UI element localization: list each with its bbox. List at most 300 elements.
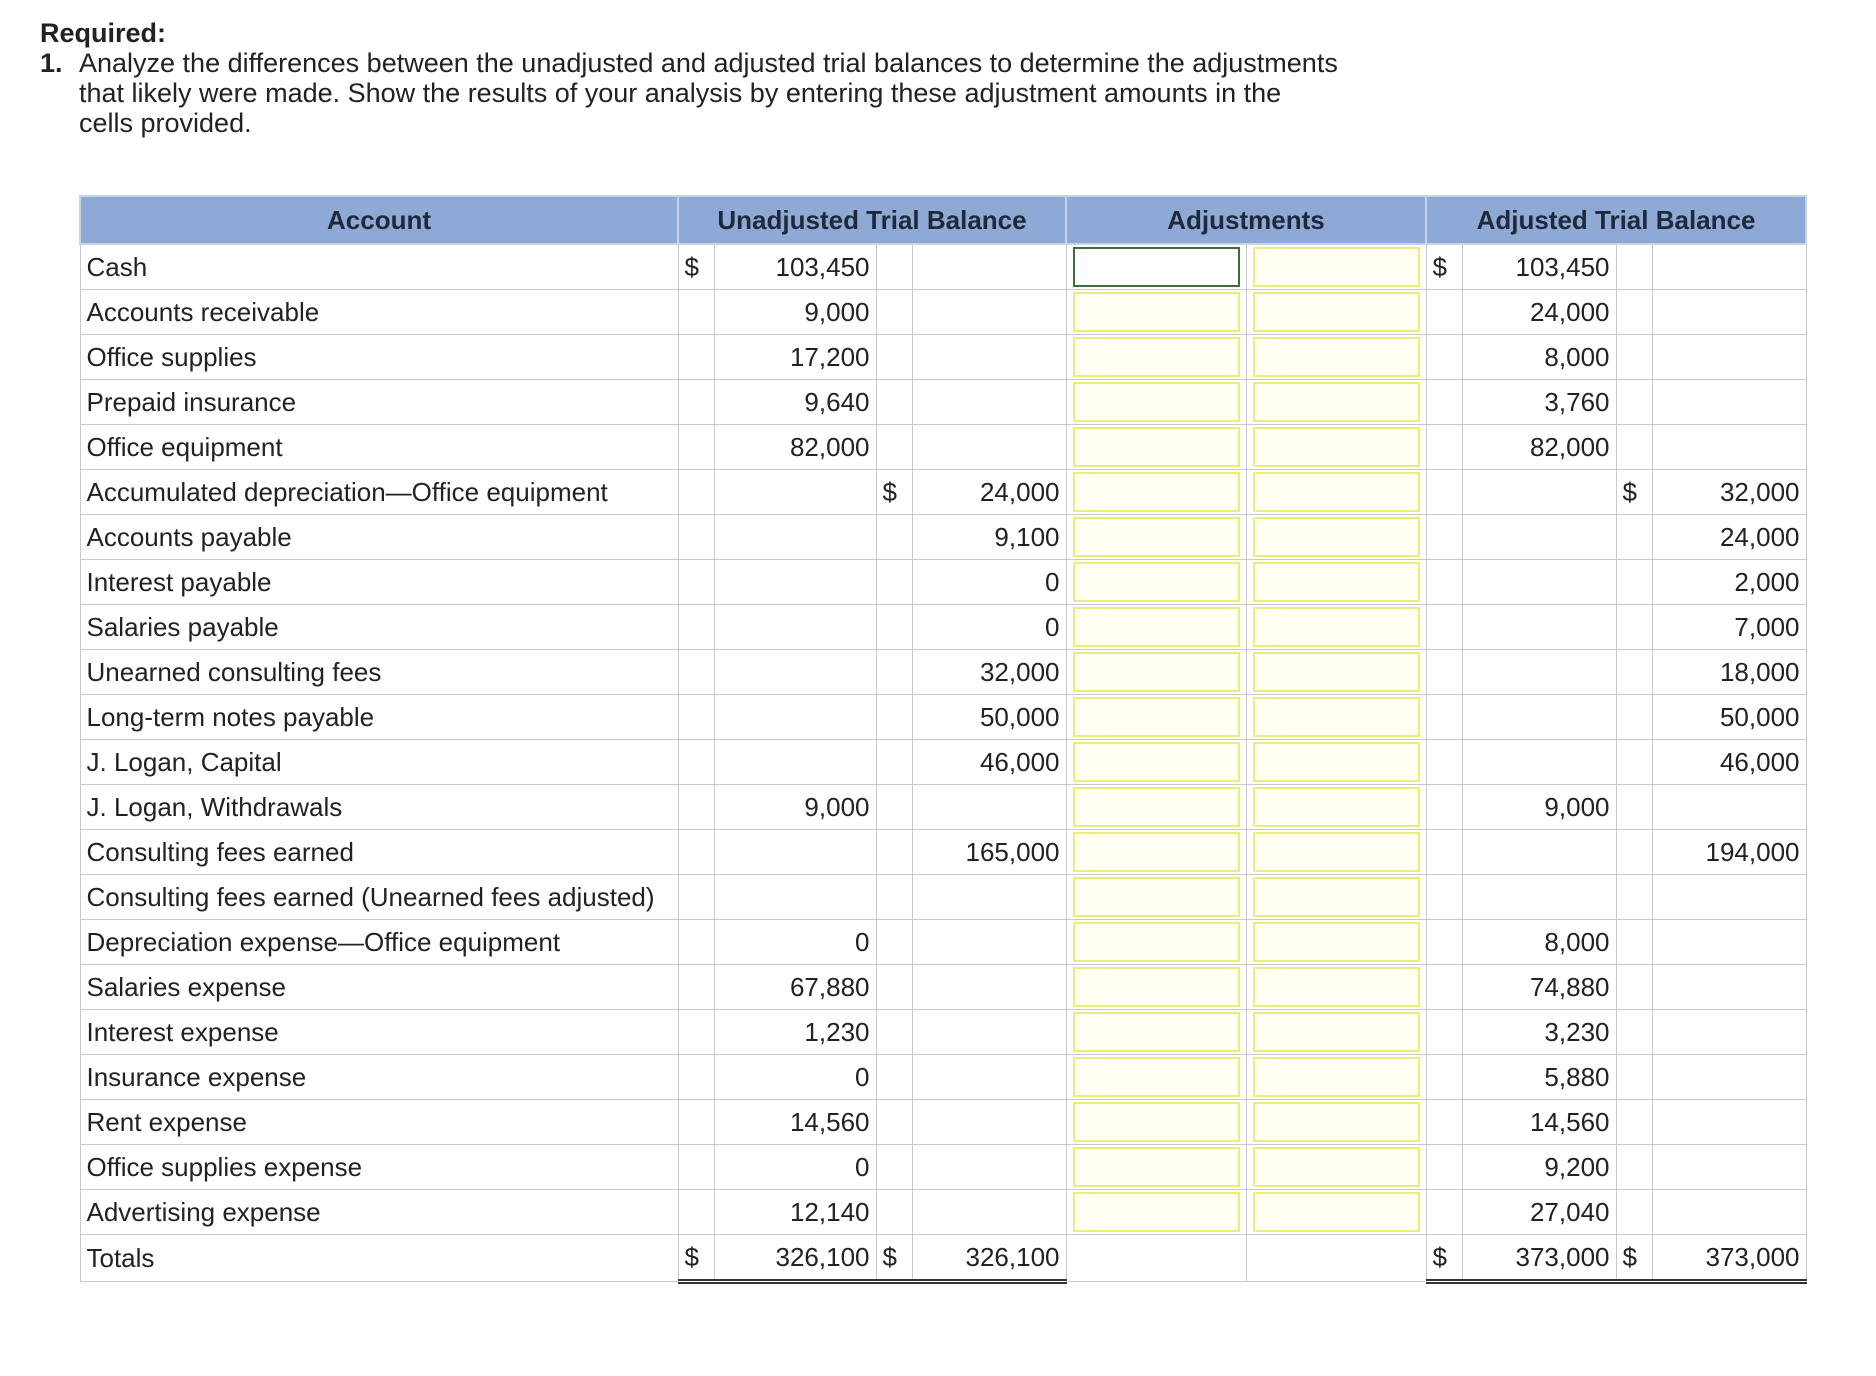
instruction-text: Analyze the differences between the unadjusted and adjusted trial balances to determine the adjustments that likely were made. Show the results of your analysis by entering these adjustment amounts in the cells provided. [79, 48, 1338, 138]
unadjusted-debit [714, 875, 876, 920]
adjusted-debit [1462, 830, 1616, 875]
unadjusted-credit [912, 1010, 1066, 1055]
adjustment-debit-input[interactable] [1073, 1012, 1240, 1052]
account-name: Unearned consulting fees [80, 650, 678, 695]
adjusted-credit [1652, 1145, 1806, 1190]
table-row [80, 875, 1806, 920]
adjustment-credit-input[interactable] [1253, 1192, 1420, 1232]
unadjusted-credit [912, 425, 1066, 470]
adjusted-credit-sign [1616, 515, 1652, 560]
unadjusted-credit [912, 1100, 1066, 1145]
unadjusted-credit-sign [876, 335, 912, 380]
account-name: Accounts receivable [80, 290, 678, 335]
totals-row [80, 1235, 1806, 1282]
table-row [80, 1190, 1806, 1235]
adjustment-debit-cell [1066, 965, 1246, 1010]
adjustment-debit-cell [1066, 244, 1246, 290]
adjusted-debit-sign [1426, 1010, 1462, 1055]
unadjusted-debit-sign [678, 515, 714, 560]
header-account: Account [80, 196, 678, 244]
unadjusted-credit [912, 875, 1066, 920]
adjusted-credit: 7,000 [1652, 605, 1806, 650]
adjusted-debit [1462, 560, 1616, 605]
unadjusted-credit-sign [876, 425, 912, 470]
adjustment-credit-input[interactable] [1253, 427, 1420, 467]
unadjusted-credit: 50,000 [912, 695, 1066, 740]
unadjusted-debit: 0 [714, 1145, 876, 1190]
adjustment-credit-cell [1246, 380, 1426, 425]
unadjusted-credit: 46,000 [912, 740, 1066, 785]
adjustment-credit-input[interactable] [1253, 607, 1420, 647]
table-row [80, 515, 1806, 560]
adjustment-debit-cell [1066, 1100, 1246, 1145]
adjustment-debit-input[interactable] [1073, 562, 1240, 602]
adjusted-credit [1652, 920, 1806, 965]
adjustment-credit-input[interactable] [1253, 517, 1420, 557]
adjusted-debit-sign [1426, 605, 1462, 650]
adjustment-credit-input[interactable] [1253, 562, 1420, 602]
adjusted-debit: 27,040 [1462, 1190, 1616, 1235]
unadjusted-credit-sign [876, 1145, 912, 1190]
unadjusted-debit [714, 650, 876, 695]
adjustment-debit-cell [1066, 515, 1246, 560]
unadjusted-debit [714, 605, 876, 650]
adjusted-debit-sign: $ [1426, 244, 1462, 290]
table-row [80, 244, 1806, 290]
unadjusted-debit: 14,560 [714, 1100, 876, 1145]
table-row [80, 425, 1806, 470]
unadjusted-debit-sign [678, 965, 714, 1010]
adjusted-debit-sign [1426, 740, 1462, 785]
adjusted-credit-sign [1616, 740, 1652, 785]
table-row [80, 920, 1806, 965]
adjustment-credit-cell [1246, 560, 1426, 605]
table-row [80, 1100, 1806, 1145]
unadjusted-credit [912, 785, 1066, 830]
adjustment-credit-input[interactable] [1253, 697, 1420, 737]
unadjusted-debit [714, 830, 876, 875]
unadjusted-debit [714, 695, 876, 740]
adjusted-credit [1652, 785, 1806, 830]
adjustment-credit-input[interactable] [1253, 877, 1420, 917]
unadjusted-debit: 67,880 [714, 965, 876, 1010]
adjustment-debit-input[interactable] [1073, 877, 1240, 917]
unadjusted-credit-sign [876, 560, 912, 605]
unadjusted-debit-sign: $ [678, 1235, 714, 1282]
account-name: Interest expense [80, 1010, 678, 1055]
adjusted-credit: 32,000 [1652, 470, 1806, 515]
table-row [80, 830, 1806, 875]
adjusted-credit-sign [1616, 875, 1652, 920]
adjustment-credit-input[interactable] [1253, 472, 1420, 512]
unadjusted-debit-sign [678, 650, 714, 695]
table-row [80, 785, 1806, 830]
adjusted-debit-sign [1426, 560, 1462, 605]
unadjusted-debit: 0 [714, 920, 876, 965]
adjusted-debit-sign [1426, 1145, 1462, 1190]
account-name: J. Logan, Capital [80, 740, 678, 785]
unadjusted-credit-sign: $ [876, 470, 912, 515]
adjustment-credit-cell [1246, 470, 1426, 515]
table-row [80, 605, 1806, 650]
adjustment-credit-cell [1246, 335, 1426, 380]
unadjusted-debit-sign [678, 875, 714, 920]
unadjusted-debit-sign [678, 1055, 714, 1100]
account-name: Office supplies [80, 335, 678, 380]
adjustment-debit-cell [1066, 605, 1246, 650]
adjusted-debit: 24,000 [1462, 290, 1616, 335]
adjusted-debit: 8,000 [1462, 920, 1616, 965]
adjusted-credit: 24,000 [1652, 515, 1806, 560]
adjustment-debit-cell [1066, 875, 1246, 920]
adjustment-credit-input[interactable] [1253, 1012, 1420, 1052]
table-row [80, 290, 1806, 335]
adjusted-debit [1462, 650, 1616, 695]
unadjusted-debit-sign [678, 1010, 714, 1055]
unadjusted-credit [912, 380, 1066, 425]
adjusted-debit: 5,880 [1462, 1055, 1616, 1100]
adjustment-debit-input[interactable] [1073, 832, 1240, 872]
unadjusted-credit-sign [876, 1055, 912, 1100]
adjustment-debit-cell [1066, 335, 1246, 380]
unadjusted-credit [912, 335, 1066, 380]
account-name: Rent expense [80, 1100, 678, 1145]
adjustment-debit-input[interactable] [1073, 742, 1240, 782]
adjustment-debit-input[interactable] [1073, 337, 1240, 377]
unadjusted-credit-sign [876, 650, 912, 695]
adjusted-credit-sign [1616, 380, 1652, 425]
adjusted-debit [1462, 605, 1616, 650]
unadjusted-credit-sign [876, 1190, 912, 1235]
adjusted-credit-sign [1616, 830, 1652, 875]
adjustment-debit-input[interactable] [1073, 292, 1240, 332]
adjustment-credit-input[interactable] [1253, 1057, 1420, 1097]
adjustment-debit-input[interactable] [1073, 427, 1240, 467]
adjustment-debit-cell [1066, 740, 1246, 785]
table-row [80, 1010, 1806, 1055]
adjusted-debit: 82,000 [1462, 425, 1616, 470]
unadjusted-credit-sign [876, 605, 912, 650]
unadjusted-credit-sign [876, 740, 912, 785]
adjustment-credit-cell [1246, 515, 1426, 560]
account-name: Consulting fees earned [80, 830, 678, 875]
instructions [40, 18, 1340, 138]
unadjusted-debit-sign [678, 605, 714, 650]
adjusted-debit-sign [1426, 875, 1462, 920]
unadjusted-credit-sign [876, 244, 912, 290]
account-name: Depreciation expense—Office equipment [80, 920, 678, 965]
adjustment-debit-input[interactable] [1073, 652, 1240, 692]
adjusted-credit [1652, 1190, 1806, 1235]
header-unadjusted: Unadjusted Trial Balance [678, 196, 1066, 244]
unadjusted-debit: 12,140 [714, 1190, 876, 1235]
unadjusted-debit-sign [678, 380, 714, 425]
adjusted-credit: 46,000 [1652, 740, 1806, 785]
adjusted-credit-sign [1616, 425, 1652, 470]
adjusted-credit: 2,000 [1652, 560, 1806, 605]
adjusted-credit-sign [1616, 244, 1652, 290]
adjustment-debit-input[interactable] [1073, 607, 1240, 647]
unadjusted-credit-sign [876, 290, 912, 335]
adjustment-debit-cell [1066, 380, 1246, 425]
adjusted-credit-sign [1616, 605, 1652, 650]
table-row [80, 335, 1806, 380]
unadjusted-credit: 32,000 [912, 650, 1066, 695]
adjusted-debit-sign [1426, 380, 1462, 425]
adjustment-debit-cell [1066, 290, 1246, 335]
adjustment-debit-cell [1066, 1010, 1246, 1055]
unadjusted-credit-sign [876, 1100, 912, 1145]
adjustment-credit-cell [1246, 920, 1426, 965]
unadjusted-debit-sign [678, 425, 714, 470]
unadjusted-credit: 0 [912, 560, 1066, 605]
unadjusted-credit-sign [876, 1010, 912, 1055]
adjustment-debit-cell [1066, 650, 1246, 695]
adjustment-debit-input[interactable] [1073, 787, 1240, 827]
adjustment-credit-cell [1246, 1010, 1426, 1055]
adjustment-credit-cell [1246, 740, 1426, 785]
unadjusted-credit: 0 [912, 605, 1066, 650]
adjusted-debit: 373,000 [1462, 1235, 1616, 1282]
table-body [80, 244, 1806, 1282]
account-name: Consulting fees earned (Unearned fees adjusted) [80, 875, 678, 920]
adjustment-credit-input[interactable] [1253, 922, 1420, 962]
adjustment-credit-input[interactable] [1253, 832, 1420, 872]
adjusted-debit: 103,450 [1462, 244, 1616, 290]
totals-label: Totals [80, 1235, 678, 1282]
adjustment-credit-input[interactable] [1253, 292, 1420, 332]
adjustment-debit-input[interactable] [1073, 382, 1240, 422]
account-name: Interest payable [80, 560, 678, 605]
unadjusted-debit [714, 515, 876, 560]
table-row [80, 560, 1806, 605]
unadjusted-debit [714, 740, 876, 785]
adjustment-credit-input[interactable] [1253, 652, 1420, 692]
unadjusted-debit-sign [678, 1145, 714, 1190]
table-row [80, 1055, 1806, 1100]
unadjusted-credit-sign [876, 875, 912, 920]
adjustment-debit-cell [1066, 470, 1246, 515]
adjusted-debit [1462, 470, 1616, 515]
unadjusted-debit [714, 470, 876, 515]
adjustment-debit-cell [1066, 695, 1246, 740]
adjusted-debit: 74,880 [1462, 965, 1616, 1010]
adjustment-debit-cell [1066, 1145, 1246, 1190]
adjusted-credit-sign [1616, 290, 1652, 335]
account-name: Salaries payable [80, 605, 678, 650]
adjusted-debit: 8,000 [1462, 335, 1616, 380]
instruction-item [40, 48, 1340, 138]
adjusted-debit: 9,000 [1462, 785, 1616, 830]
adjustment-debit-total [1066, 1235, 1246, 1282]
adjustment-credit-cell [1246, 425, 1426, 470]
adjusted-debit-sign [1426, 920, 1462, 965]
adjusted-credit [1652, 875, 1806, 920]
unadjusted-credit [912, 920, 1066, 965]
unadjusted-debit-sign [678, 1190, 714, 1235]
account-name: Long-term notes payable [80, 695, 678, 740]
adjustment-credit-cell [1246, 1055, 1426, 1100]
unadjusted-credit [912, 244, 1066, 290]
adjusted-credit-sign [1616, 560, 1652, 605]
adjusted-credit-sign [1616, 1100, 1652, 1145]
unadjusted-debit-sign [678, 830, 714, 875]
adjustment-debit-input[interactable] [1073, 1192, 1240, 1232]
adjusted-debit [1462, 515, 1616, 560]
adjustment-debit-input[interactable] [1073, 697, 1240, 737]
adjustment-debit-cell [1066, 560, 1246, 605]
adjustment-debit-input[interactable] [1073, 517, 1240, 557]
unadjusted-debit-sign [678, 560, 714, 605]
adjusted-debit-sign [1426, 650, 1462, 695]
unadjusted-credit-sign [876, 515, 912, 560]
adjustment-debit-input[interactable] [1073, 922, 1240, 962]
adjusted-credit [1652, 965, 1806, 1010]
unadjusted-debit [714, 560, 876, 605]
unadjusted-credit: 165,000 [912, 830, 1066, 875]
adjusted-credit: 373,000 [1652, 1235, 1806, 1282]
adjusted-debit-sign [1426, 290, 1462, 335]
table-row [80, 470, 1806, 515]
unadjusted-credit-sign [876, 785, 912, 830]
adjusted-credit [1652, 290, 1806, 335]
adjusted-debit-sign: $ [1426, 1235, 1462, 1282]
account-name: J. Logan, Withdrawals [80, 785, 678, 830]
adjustment-credit-cell [1246, 605, 1426, 650]
table-row [80, 695, 1806, 740]
adjusted-credit-sign [1616, 695, 1652, 740]
unadjusted-debit: 9,640 [714, 380, 876, 425]
unadjusted-debit-sign [678, 335, 714, 380]
unadjusted-debit-sign [678, 740, 714, 785]
adjustment-credit-input[interactable] [1253, 1102, 1420, 1142]
account-name: Office supplies expense [80, 1145, 678, 1190]
adjustment-credit-cell [1246, 290, 1426, 335]
adjusted-credit-sign [1616, 650, 1652, 695]
unadjusted-credit-sign [876, 380, 912, 425]
table-row [80, 650, 1806, 695]
adjusted-credit-sign [1616, 1190, 1652, 1235]
adjusted-debit-sign [1426, 830, 1462, 875]
adjusted-debit [1462, 695, 1616, 740]
account-name: Insurance expense [80, 1055, 678, 1100]
adjusted-debit: 3,230 [1462, 1010, 1616, 1055]
adjustment-credit-cell [1246, 1190, 1426, 1235]
unadjusted-credit-sign [876, 965, 912, 1010]
adjusted-debit-sign [1426, 1100, 1462, 1145]
adjustment-debit-cell [1066, 1055, 1246, 1100]
unadjusted-debit: 9,000 [714, 290, 876, 335]
adjusted-credit [1652, 1010, 1806, 1055]
unadjusted-debit-sign [678, 695, 714, 740]
adjusted-credit: 18,000 [1652, 650, 1806, 695]
adjustment-debit-input[interactable] [1073, 1147, 1240, 1187]
adjustment-debit-input[interactable] [1073, 472, 1240, 512]
adjustment-credit-input[interactable] [1253, 382, 1420, 422]
header-row [80, 196, 1806, 244]
adjusted-debit-sign [1426, 1055, 1462, 1100]
adjusted-credit [1652, 425, 1806, 470]
adjusted-credit-sign [1616, 335, 1652, 380]
unadjusted-debit: 326,100 [714, 1235, 876, 1282]
adjusted-credit [1652, 1055, 1806, 1100]
trial-balance-table [79, 195, 1807, 1284]
adjustment-credit-input[interactable] [1253, 247, 1420, 287]
adjustment-credit-cell [1246, 1145, 1426, 1190]
adjustment-credit-input[interactable] [1253, 742, 1420, 782]
adjustment-credit-cell [1246, 650, 1426, 695]
account-name: Prepaid insurance [80, 380, 678, 425]
adjusted-credit-sign [1616, 1010, 1652, 1055]
header-adjusted: Adjusted Trial Balance [1426, 196, 1806, 244]
table-row [80, 740, 1806, 785]
account-name: Salaries expense [80, 965, 678, 1010]
adjustment-credit-input[interactable] [1253, 967, 1420, 1007]
unadjusted-debit-sign [678, 920, 714, 965]
unadjusted-credit: 9,100 [912, 515, 1066, 560]
unadjusted-debit-sign: $ [678, 244, 714, 290]
adjusted-debit: 9,200 [1462, 1145, 1616, 1190]
unadjusted-debit: 0 [714, 1055, 876, 1100]
adjustment-credit-cell [1246, 244, 1426, 290]
adjustment-debit-input[interactable] [1073, 967, 1240, 1007]
adjustment-credit-input[interactable] [1253, 787, 1420, 827]
adjustment-debit-cell [1066, 920, 1246, 965]
adjusted-credit [1652, 1100, 1806, 1145]
adjusted-debit-sign [1426, 425, 1462, 470]
adjustment-credit-cell [1246, 695, 1426, 740]
unadjusted-debit-sign [678, 785, 714, 830]
adjusted-credit-sign [1616, 1055, 1652, 1100]
adjusted-debit-sign [1426, 695, 1462, 740]
adjusted-debit-sign [1426, 515, 1462, 560]
adjustment-debit-input[interactable] [1073, 247, 1240, 287]
account-name: Accumulated depreciation—Office equipment [80, 470, 678, 515]
unadjusted-credit [912, 1145, 1066, 1190]
adjustment-debit-cell [1066, 425, 1246, 470]
account-name: Accounts payable [80, 515, 678, 560]
unadjusted-credit-sign [876, 920, 912, 965]
adjustment-debit-input[interactable] [1073, 1057, 1240, 1097]
unadjusted-credit [912, 965, 1066, 1010]
adjusted-debit-sign [1426, 470, 1462, 515]
unadjusted-credit [912, 1055, 1066, 1100]
adjustment-credit-cell [1246, 1100, 1426, 1145]
adjusted-credit [1652, 244, 1806, 290]
adjustment-debit-cell [1066, 1190, 1246, 1235]
adjustment-credit-total [1246, 1235, 1426, 1282]
unadjusted-debit: 1,230 [714, 1010, 876, 1055]
adjustment-credit-input[interactable] [1253, 1147, 1420, 1187]
adjusted-debit: 3,760 [1462, 380, 1616, 425]
unadjusted-debit-sign [678, 470, 714, 515]
unadjusted-credit-sign: $ [876, 1235, 912, 1282]
adjustment-credit-input[interactable] [1253, 337, 1420, 377]
adjusted-debit-sign [1426, 965, 1462, 1010]
unadjusted-debit: 103,450 [714, 244, 876, 290]
adjusted-credit: 194,000 [1652, 830, 1806, 875]
adjustment-credit-cell [1246, 875, 1426, 920]
adjusted-debit: 14,560 [1462, 1100, 1616, 1145]
unadjusted-credit [912, 1190, 1066, 1235]
account-name: Office equipment [80, 425, 678, 470]
adjustment-debit-cell [1066, 830, 1246, 875]
required-label: Required: [40, 18, 167, 48]
adjusted-credit-sign [1616, 920, 1652, 965]
table-row [80, 1145, 1806, 1190]
adjustment-debit-input[interactable] [1073, 1102, 1240, 1142]
adjustment-credit-cell [1246, 785, 1426, 830]
